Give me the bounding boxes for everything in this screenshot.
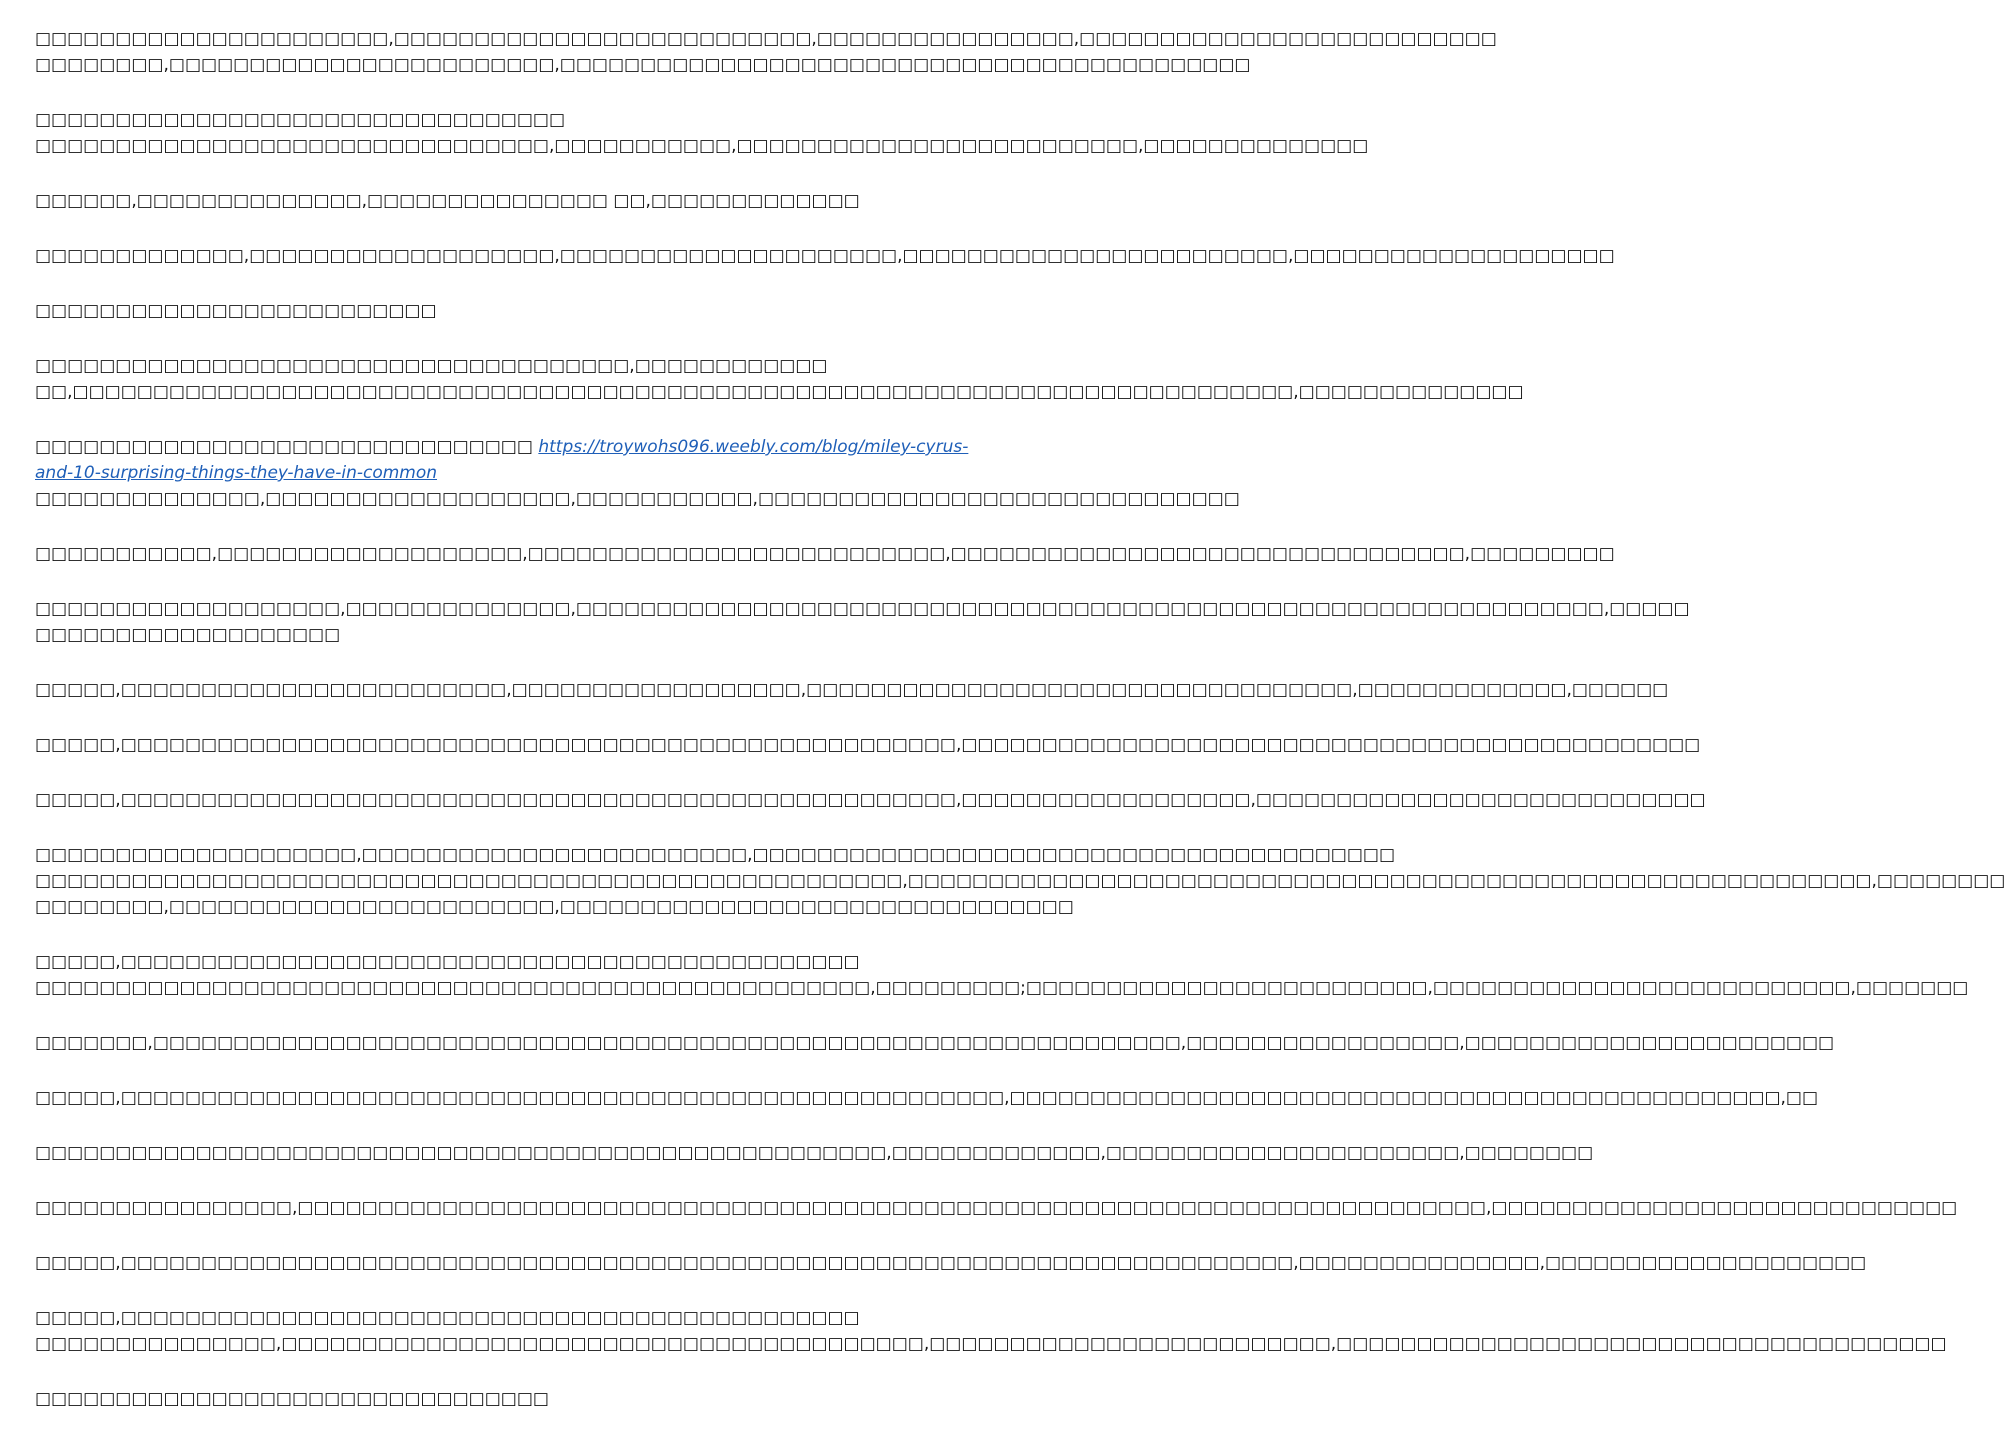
paragraph-gap [35, 758, 990, 787]
paragraph-6-line-2: □□,□□□□□□□□□□□□□□□□□□□□□□□□□□□□□□□□□□□□□□□□□□□□□□□□□□□□□□□□□□□□□□□□□□□□□□□□□□□□,□□□□□□□□□□□□□□ [35, 382, 1524, 402]
paragraph-gap [35, 405, 990, 434]
paragraph-15-line-1: □□□□□□□,□□□□□□□□□□□□□□□□□□□□□□□□□□□□□□□□□□□□□□□□□□□□□□□□□□□□□□□□□□□□□□□□,□□□□□□□□□□□□□□□□□,□□□□□□□□□□□□□□□□□□□□□□□ [35, 1033, 1835, 1053]
paragraph-19-line-1: □□□□□,□□□□□□□□□□□□□□□□□□□□□□□□□□□□□□□□□□□□□□□□□□□□□□□□□□□□□□□□□□□□□□□□□□□□□□□□□,□□□□□□□□□□□□□□□,□□□□□□□□□□□□□□□□□□□□ [35, 1253, 1867, 1273]
paragraph-21 [35, 1386, 990, 1412]
paragraph-3-line-1: □□□□□□,□□□□□□□□□□□□□□,□□□□□□□□□□□□□□□ □□,□□□□□□□□□□□□□ [35, 191, 860, 211]
paragraph-1-line-1: □□□□□□□□□□□□□□□□□□□□□□,□□□□□□□□□□□□□□□□□□□□□□□□□□,□□□□□□□□□□□□□□□□,□□□□□□□□□□□□□□□□□□□□□□□□□□ [35, 29, 1497, 49]
paragraph-gap [35, 1221, 990, 1250]
paragraph-4-line-1: □□□□□□□□□□□□□,□□□□□□□□□□□□□□□□□□□,□□□□□□□□□□□□□□□□□□□□□,□□□□□□□□□□□□□□□□□□□□□□□□,□□□□□□□□□□□□□□□□□□□□ [35, 246, 1615, 266]
blog-link[interactable]: https://troywohs096.weebly.com/blog/miley-cyrus-and-10-surprising-things-they-have-in-common [35, 437, 969, 483]
paragraph-7-text-after: □□□□□□□□□□□□□□,□□□□□□□□□□□□□□□□□□□,□□□□□□□□□□□,□□□□□□□□□□□□□□□□□□□□□□□□□□□□□□ [35, 489, 1240, 509]
paragraph-7-text-before: □□□□□□□□□□□□□□□□□□□□□□□□□□□□□□□ [35, 437, 533, 457]
paragraph-11 [35, 732, 1701, 758]
paragraph-8-line-1: □□□□□□□□□□□,□□□□□□□□□□□□□□□□□□□,□□□□□□□□□□□□□□□□□□□□□□□□□□,□□□□□□□□□□□□□□□□□□□□□□□□□□□□□□□□,□□□□□□□□□ [35, 544, 1615, 564]
paragraph-14-line-1: □□□□□,□□□□□□□□□□□□□□□□□□□□□□□□□□□□□□□□□□□□□□□□□□□□□□ [35, 952, 860, 972]
paragraph-gap [35, 1166, 990, 1195]
paragraph-16-line-1: □□□□□,□□□□□□□□□□□□□□□□□□□□□□□□□□□□□□□□□□□□□□□□□□□□□□□□□□□□□□□,□□□□□□□□□□□□□□□□□□□□□□□□□□□□□□□□□□□□□□□□□□□□□□□□,□□ [35, 1088, 1819, 1108]
paragraph-4 [35, 243, 1615, 269]
paragraph-16 [35, 1085, 1819, 1111]
paragraph-19 [35, 1250, 1867, 1276]
paragraph-gap [35, 1056, 990, 1085]
paragraph-5 [35, 298, 990, 324]
paragraph-1-line-2: □□□□□□□□,□□□□□□□□□□□□□□□□□□□□□□□□,□□□□□□□□□□□□□□□□□□□□□□□□□□□□□□□□□□□□□□□□□□□ [35, 55, 1251, 75]
paragraph-18-line-1: □□□□□□□□□□□□□□□□,□□□□□□□□□□□□□□□□□□□□□□□□□□□□□□□□□□□□□□□□□□□□□□□□□□□□□□□□□□□□□□□□□□□□□□□□□□,□□□□□□□□□□□□□□□□□□□□□□□□□□□□□ [35, 1198, 1958, 1218]
paragraph-gap [35, 1276, 990, 1305]
paragraph-3 [35, 188, 990, 214]
paragraph-5-line-1: □□□□□□□□□□□□□□□□□□□□□□□□□ [35, 301, 437, 321]
paragraph-2-line-2: □□□□□□□□□□□□□□□□□□□□□□□□□□□□□□□□,□□□□□□□□□□□,□□□□□□□□□□□□□□□□□□□□□□□□□,□□□□□□□□□□□□□□ [35, 136, 1369, 156]
paragraph-gap [35, 813, 990, 842]
paragraph-gap [35, 648, 990, 677]
paragraph-gap [35, 269, 990, 298]
paragraph-18 [35, 1195, 1958, 1221]
paragraph-13-line-3: □□□□□□□□,□□□□□□□□□□□□□□□□□□□□□□□□,□□□□□□□□□□□□□□□□□□□□□□□□□□□□□□□□ [35, 897, 1074, 917]
paragraph-14-line-2: □□□□□□□□□□□□□□□□□□□□□□□□□□□□□□□□□□□□□□□□□□□□□□□□□□□□,□□□□□□□□□;□□□□□□□□□□□□□□□□□□□□□□□□□,□□□□□□□□□□□□□□□□□□□□□□□□□□,□□□□□□□ [35, 978, 1969, 998]
paragraph-8 [35, 541, 1615, 567]
paragraph-12 [35, 787, 1706, 813]
paragraph-21-line-1: □□□□□□□□□□□□□□□□□□□□□□□□□□□□□□□□ [35, 1389, 549, 1409]
paragraph-gap [35, 512, 990, 541]
paragraph-20-line-1: □□□□□,□□□□□□□□□□□□□□□□□□□□□□□□□□□□□□□□□□□□□□□□□□□□□□ [35, 1308, 860, 1328]
paragraph-9 [35, 596, 1690, 648]
paragraph-1 [35, 26, 1497, 78]
paragraph-gap [35, 920, 990, 949]
paragraph-gap [35, 159, 990, 188]
paragraph-9-line-2: □□□□□□□□□□□□□□□□□□□ [35, 625, 341, 645]
paragraph-10-line-1: □□□□□,□□□□□□□□□□□□□□□□□□□□□□□□,□□□□□□□□□□□□□□□□□□,□□□□□□□□□□□□□□□□□□□□□□□□□□□□□□□□□□,□□□□□□□□□□□□□,□□□□□□ [35, 680, 1669, 700]
paragraph-20-line-2: □□□□□□□□□□□□□□□,□□□□□□□□□□□□□□□□□□□□□□□□□□□□□□□□□□□□□□□□,□□□□□□□□□□□□□□□□□□□□□□□□□,□□□□□□□□□□□□□□□□□□□□□□□□□□□□□□□□□□□□□□ [35, 1334, 1947, 1354]
paragraph-17 [35, 1140, 1594, 1166]
paragraph-gap [35, 567, 990, 596]
paragraph-gap [35, 78, 990, 107]
paragraph-gap [35, 214, 990, 243]
paragraph-10 [35, 677, 1669, 703]
paragraph-gap [35, 1001, 990, 1030]
paragraph-13-line-2: □□□□□□□□□□□□□□□□□□□□□□□□□□□□□□□□□□□□□□□□□□□□□□□□□□□□□□,□□□□□□□□□□□□□□□□□□□□□□□□□□□□□□□□□□□□□□□□□□□□□□□□□□□□□□□□□□□□,□□□□□□□□ [35, 871, 2005, 891]
paragraph-9-line-1: □□□□□□□□□□□□□□□□□□□,□□□□□□□□□□□□□□,□□□□□□□□□□□□□□□□□□□□□□□□□□□□□□□□□□□□□□□□□□□□□□□□□□□□□□□□□□□□□□□□,□□□□□ [35, 599, 1690, 619]
paragraph-gap [35, 1111, 990, 1140]
paragraph-12-line-1: □□□□□,□□□□□□□□□□□□□□□□□□□□□□□□□□□□□□□□□□□□□□□□□□□□□□□□□□□□,□□□□□□□□□□□□□□□□□□,□□□□□□□□□□□□□□□□□□□□□□□□□□□□ [35, 790, 1706, 810]
paragraph-gap [35, 1357, 990, 1386]
paragraph-gap [35, 703, 990, 732]
paragraph-14 [35, 949, 1969, 1001]
paragraph-17-line-1: □□□□□□□□□□□□□□□□□□□□□□□□□□□□□□□□□□□□□□□□□□□□□□□□□□□□□,□□□□□□□□□□□□□,□□□□□□□□□□□□□□□□□□□□□□,□□□□□□□□ [35, 1143, 1594, 1163]
document-body [35, 26, 2005, 1412]
paragraph-6-line-1: □□□□□□□□□□□□□□□□□□□□□□□□□□□□□□□□□□□□□,□□□□□□□□□□□□ [35, 356, 828, 376]
paragraph-13-line-1: □□□□□□□□□□□□□□□□□□□□,□□□□□□□□□□□□□□□□□□□□□□□□,□□□□□□□□□□□□□□□□□□□□□□□□□□□□□□□□□□□□□□□□ [35, 845, 1396, 865]
paragraph-2-line-1: □□□□□□□□□□□□□□□□□□□□□□□□□□□□□□□□□ [35, 110, 566, 130]
paragraph-6 [35, 353, 1524, 405]
paragraph-11-line-1: □□□□□,□□□□□□□□□□□□□□□□□□□□□□□□□□□□□□□□□□□□□□□□□□□□□□□□□□□□,□□□□□□□□□□□□□□□□□□□□□□□□□□□□□□□□□□□□□□□□□□□□□□ [35, 735, 1701, 755]
paragraph-gap [35, 324, 990, 353]
paragraph-2 [35, 107, 1369, 159]
paragraph-7-with-link [35, 434, 1240, 512]
paragraph-13 [35, 842, 2005, 920]
paragraph-15 [35, 1030, 1835, 1056]
paragraph-20 [35, 1305, 1947, 1357]
